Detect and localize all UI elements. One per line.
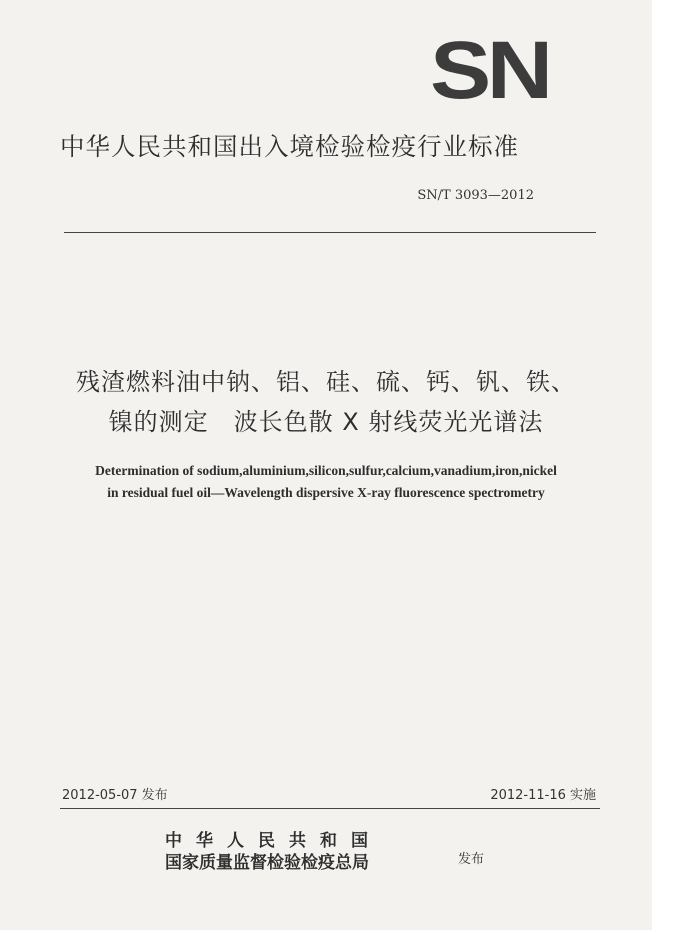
standard-number: SN/T 3093—2012 — [417, 188, 534, 203]
chinese-title-line-2: 镍的测定 波长色散 X 射线荧光光谱法 — [108, 408, 544, 436]
english-title-line-2: in residual fuel oil—Wavelength dispersive X-ray fluorescence spectrometry — [107, 485, 545, 500]
implementation-date: 2012-11-16 实施 — [490, 788, 596, 803]
issuer-line-1: 中华人民共和国 — [165, 831, 382, 851]
publish-label: 发布 — [458, 852, 485, 867]
sn-logo: SN — [430, 25, 549, 116]
header-divider — [64, 232, 596, 233]
scan-margin — [652, 0, 700, 933]
chinese-title-line-1: 残渣燃料油中钠、铝、硅、硫、钙、钒、铁、 — [76, 368, 576, 396]
english-title — [0, 460, 652, 504]
issuer-line-2: 国家质量监督检验检疫总局 — [165, 853, 369, 873]
footer-divider — [60, 808, 600, 809]
issuing-category: 中华人民共和国出入境检验检疫行业标准 — [60, 132, 519, 161]
chinese-title — [0, 362, 652, 442]
issue-date: 2012-05-07 发布 — [62, 788, 168, 803]
issuing-authority — [165, 830, 382, 874]
english-title-line-1: Determination of sodium,aluminium,silicon,sulfur,calcium,vanadium,iron,nickel — [95, 463, 557, 478]
